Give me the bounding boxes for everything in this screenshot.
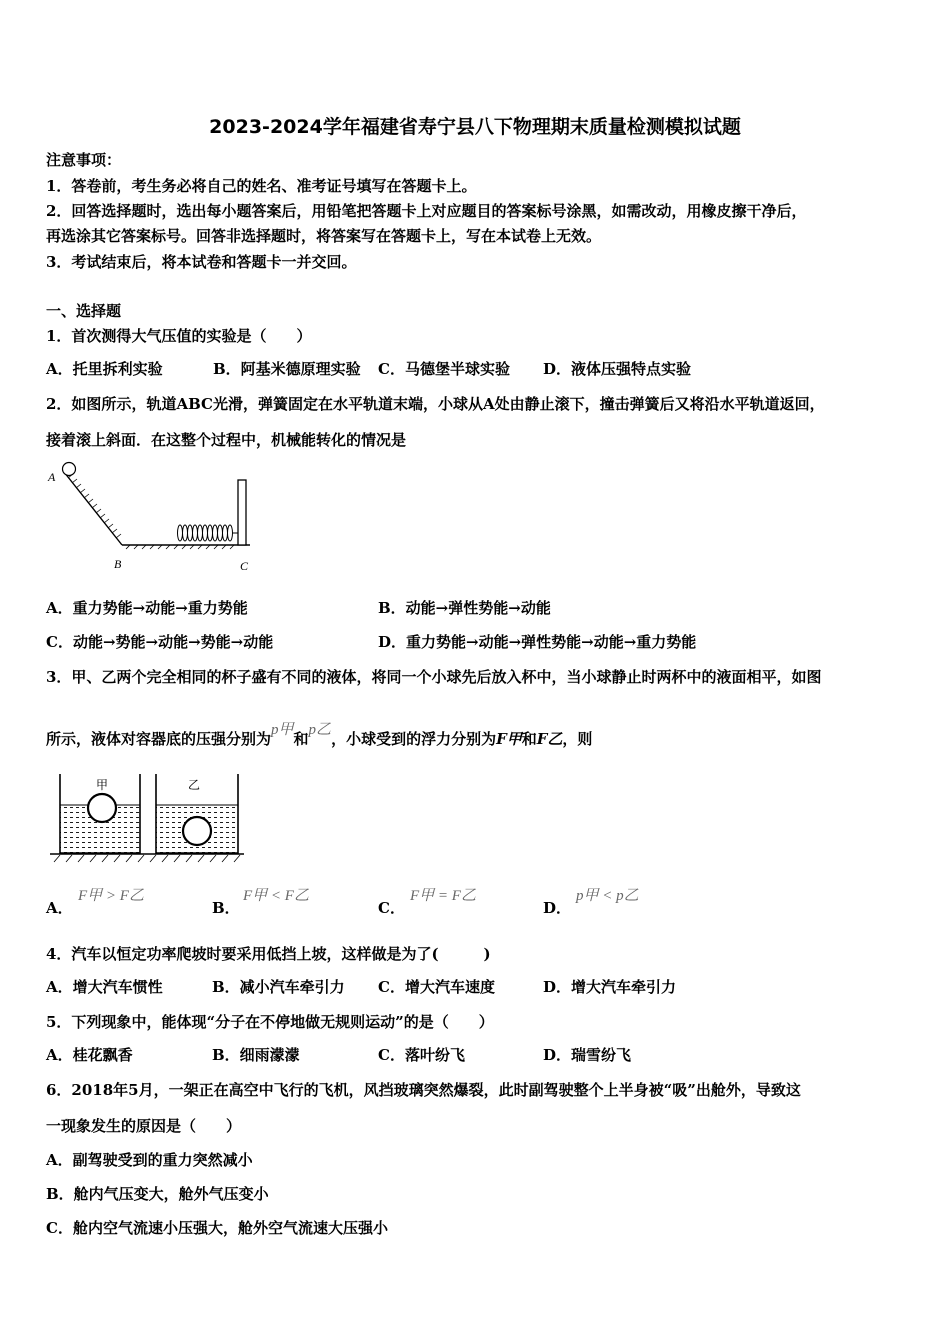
notice-item: 1．答卷前，考生务必将自己的姓名、准考证号填写在答题卡上。 bbox=[46, 177, 477, 195]
q2-option-d: D．重力势能→动能→弹性势能→动能→重力势能 bbox=[378, 633, 697, 651]
q3-option-c-label: C． bbox=[378, 899, 405, 917]
q6-option-a: A．副驾驶受到的重力突然减小 bbox=[46, 1151, 253, 1169]
question-2-stem: 2．如图所示，轨道ABC光滑，弹簧固定在水平轨道末端，小球从A处由静止滚下，撞击弹簧后又将沿水平轨道返回， bbox=[46, 395, 825, 413]
q3-option-c-expr: F甲 = F乙 bbox=[410, 888, 476, 904]
q5-option-c: C．落叶纷飞 bbox=[378, 1046, 465, 1064]
q3-option-d-expr: p甲 < p乙 bbox=[576, 888, 639, 904]
q3-option-b-expr: F甲 < F乙 bbox=[243, 888, 309, 904]
q2-label-b: B bbox=[114, 557, 122, 571]
question-3-stem: 3．甲、乙两个完全相同的杯子盛有不同的液体，将同一个小球先后放入杯中，当小球静止时两杯中的液面相平，如图 bbox=[46, 668, 822, 686]
question-6-stem: 6．2018年5月，一架正在高空中飞行的飞机，风挡玻璃突然爆裂，此时副驾驶整个上半身被“吸”出舱外，导致这 bbox=[46, 1081, 801, 1099]
q4-option-b: B．减小汽车牵引力 bbox=[212, 978, 345, 996]
q3-label-yi: 乙 bbox=[188, 778, 201, 792]
q2-track-figure bbox=[44, 460, 264, 578]
q2-label-a: A bbox=[48, 470, 56, 484]
q3-option-d-label: D． bbox=[543, 899, 572, 917]
q3-label-jia: 甲 bbox=[96, 778, 109, 792]
notice-item: 再选涂其它答案标号。回答非选择题时，将答案写在答题卡上，写在本试卷上无效。 bbox=[46, 227, 602, 245]
q4-option-d: D．增大汽车牵引力 bbox=[543, 978, 677, 996]
q3-f-jia: F甲 bbox=[496, 730, 522, 748]
q3-cups-figure bbox=[46, 770, 246, 866]
q3-ball-jia bbox=[88, 794, 116, 822]
question-1-stem: 1．首次测得大气压值的实验是（ ） bbox=[46, 327, 312, 345]
q3-text-a: 所示，液体对容器底的压强分别为 bbox=[46, 730, 272, 748]
notice-heading: 注意事项： bbox=[46, 151, 122, 169]
q4-option-c: C．增大汽车速度 bbox=[378, 978, 495, 996]
question-5-stem: 5．下列现象中，能体现“分子在不停地做无规则运动”的是（ ） bbox=[46, 1013, 494, 1031]
page-title: 2023-2024学年福建省寿宁县八下物理期末质量检测模拟试题 bbox=[209, 116, 741, 138]
q2-label-c: C bbox=[240, 559, 249, 573]
q3-p-yi: p乙 bbox=[308, 722, 332, 738]
q3-text-c: ，小球受到的浮力分别为 bbox=[331, 730, 497, 748]
q6-option-c: C．舱内空气流速小压强大，舱外空气流速大压强小 bbox=[46, 1219, 388, 1237]
notice-item: 3．考试结束后，将本试卷和答题卡一并交回。 bbox=[46, 253, 357, 271]
q4-option-a: A．增大汽车惯性 bbox=[46, 978, 163, 996]
q3-option-b-label: B． bbox=[212, 899, 240, 917]
q1-option-c: C．马德堡半球实验 bbox=[378, 360, 510, 378]
q5-option-d: D．瑞雪纷飞 bbox=[543, 1046, 632, 1064]
q3-option-a-label: A． bbox=[46, 899, 73, 917]
q3-option-a-expr: F甲 > F乙 bbox=[78, 888, 144, 904]
q2-option-c: C．动能→势能→动能→势能→动能 bbox=[46, 633, 274, 651]
section-heading: 一、选择题 bbox=[46, 302, 122, 320]
q1-option-a: A．托里拆利实验 bbox=[46, 360, 163, 378]
q3-f-yi: F乙 bbox=[536, 730, 563, 748]
q3-text-d: 和 bbox=[521, 730, 537, 748]
q2-ball bbox=[63, 463, 76, 476]
question-2-stem-cont: 接着滚上斜面．在这整个过程中，机械能转化的情况是 bbox=[46, 431, 407, 449]
q3-p-jia: p甲 bbox=[271, 722, 294, 738]
q3-text-b: 和 bbox=[293, 730, 309, 748]
question-6-stem-cont: 一现象发生的原因是（ ） bbox=[46, 1117, 242, 1135]
q6-option-b: B．舱内气压变大，舱外气压变小 bbox=[46, 1185, 269, 1203]
question-4-stem: 4．汽车以恒定功率爬坡时要采用低挡上坡，这样做是为了( ) bbox=[46, 945, 491, 963]
q3-ball-yi bbox=[183, 817, 211, 845]
q2-option-b: B．动能→弹性势能→动能 bbox=[378, 599, 551, 617]
q1-option-d: D．液体压强特点实验 bbox=[543, 360, 692, 378]
q5-option-b: B．细雨濛濛 bbox=[212, 1046, 300, 1064]
q3-text-e: ，则 bbox=[562, 730, 593, 748]
q1-option-b: B．阿基米德原理实验 bbox=[213, 360, 361, 378]
notice-item: 2．回答选择题时，选出每小题答案后，用铅笔把答题卡上对应题目的答案标号涂黑，如需改动，用橡皮擦干净后， bbox=[46, 202, 807, 220]
question-3-stem-cont bbox=[46, 722, 593, 750]
q5-option-a: A．桂花飘香 bbox=[46, 1046, 133, 1064]
q2-option-a: A．重力势能→动能→重力势能 bbox=[46, 599, 248, 617]
